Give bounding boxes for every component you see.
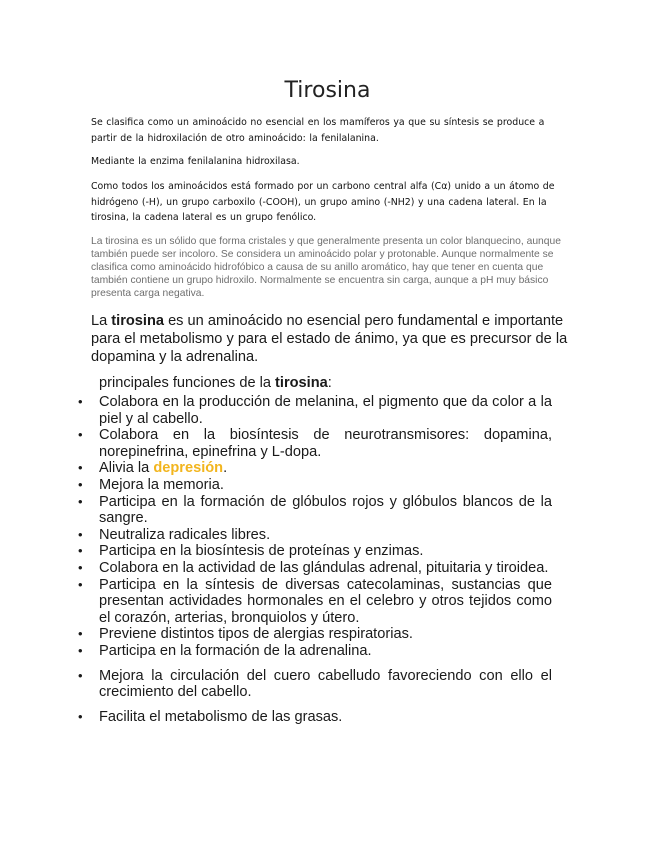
list-item-text: Participa en la biosíntesis de proteínas y enzimas.	[99, 543, 424, 560]
list-item-text: Neutraliza radicales libres.	[99, 526, 271, 543]
bullet-icon: •	[78, 576, 83, 592]
list-item-text: Participa en la formación de glóbulos rojos y glóbulos blancos de la sangre.	[99, 493, 552, 527]
heading-suffix: :	[327, 375, 332, 391]
list-item-text: Mejora la circulación del cuero cabelludo favoreciendo con ello el crecimiento del cabello.	[99, 667, 552, 701]
intro-paragraph	[91, 312, 573, 366]
structure-paragraph: Como todos los aminoácidos está formado por un carbono central alfa (Cα) unido a un átomo de hidrógeno (-H), un grupo carboxilo (-COOH), un grupo amino (-NH2) y una cadena lateral. En la tirosina, la cadena lateral es un grupo fenólico.	[91, 181, 555, 223]
list-item-text: Previene distintos tipos de alergias respiratorias.	[99, 626, 413, 643]
list-item	[76, 668, 552, 701]
intro-suffix: es un aminoácido no esencial pero fundamental e importante para el metabolismo y para el estado de ánimo, ya que es precursor de la dopamina y la adrenalina.	[91, 313, 568, 365]
list-item	[76, 643, 552, 660]
bullet-icon: •	[78, 642, 83, 658]
list-item	[76, 709, 552, 726]
list-item	[76, 460, 552, 477]
functions-heading	[99, 374, 332, 392]
heading-prefix: principales funciones de la	[99, 375, 276, 391]
properties-paragraph: La tirosina es un sólido que forma cristales y que generalmente presenta un color blanquecino, aunque también puede ser incoloro. Se considera un aminoácido polar y protonable. Aunque normalmente se clasifica como aminoácido hidrofóbico a causa de su anillo aromático, hay que tener en cuenta que también contiene un grupo hidroxilo. Normalmente se encuentra sin carga, aunque a pH muy básico presenta carga negativa.	[91, 236, 561, 299]
bullet-icon: •	[78, 394, 83, 409]
list-item	[76, 494, 552, 527]
list-item-suffix: .	[223, 460, 228, 477]
enzyme-paragraph: Mediante la enzima fenilalanina hidroxilasa.	[91, 156, 300, 167]
list-item	[76, 527, 552, 544]
list-item	[76, 394, 552, 427]
list-item-text: Colabora en la producción de melanina, el pigmento que da color a la piel y al cabello.	[99, 394, 552, 427]
list-item-text: Colabora en la actividad de las glándulas adrenal, pituitaria y tiroidea.	[99, 559, 549, 576]
bullet-icon: •	[78, 526, 83, 542]
list-item	[76, 477, 552, 494]
list-item-text	[99, 460, 227, 476]
depresion-link[interactable]: depresión	[153, 460, 224, 477]
bullet-icon: •	[78, 460, 83, 476]
page-title: Tirosina	[284, 78, 371, 103]
bullet-icon: •	[78, 626, 83, 642]
list-item-text: Colabora en la biosíntesis de neurotransmisores: dopamina, norepinefrina, epinefrina y L-dopa.	[99, 427, 552, 460]
functions-list	[76, 394, 552, 725]
list-item	[76, 427, 552, 460]
bullet-icon: •	[78, 543, 83, 559]
bullet-icon: •	[78, 476, 83, 492]
intro-prefix: La	[91, 313, 112, 329]
list-item	[76, 626, 552, 643]
heading-bold-term: tirosina	[275, 375, 328, 391]
intro-bold-term: tirosina	[111, 313, 165, 329]
list-item-text: Facilita el metabolismo de las grasas.	[99, 708, 343, 725]
bullet-icon: •	[78, 667, 83, 683]
list-item-text: Participa en la formación de la adrenalina.	[99, 642, 372, 659]
bullet-icon: •	[78, 559, 83, 575]
list-item	[76, 577, 552, 627]
bullet-icon: •	[78, 427, 83, 443]
list-item	[76, 560, 552, 577]
classification-paragraph: Se clasifica como un aminoácido no esencial en los mamíferos ya que su síntesis se produce a partir de la hidroxilación de otro aminoácido: la fenilalanina.	[91, 117, 545, 144]
list-item-text: Mejora la memoria.	[99, 476, 224, 493]
bullet-icon: •	[78, 493, 83, 509]
list-item-prefix: Alivia la	[99, 460, 154, 477]
list-item	[76, 543, 552, 560]
list-item-text: Participa en la síntesis de diversas catecolaminas, sustancias que presentan actividades hormonales en el celebro y otros tejidos como el corazón, arterias, bronquiolos y útero.	[99, 576, 552, 626]
bullet-icon: •	[78, 708, 83, 724]
